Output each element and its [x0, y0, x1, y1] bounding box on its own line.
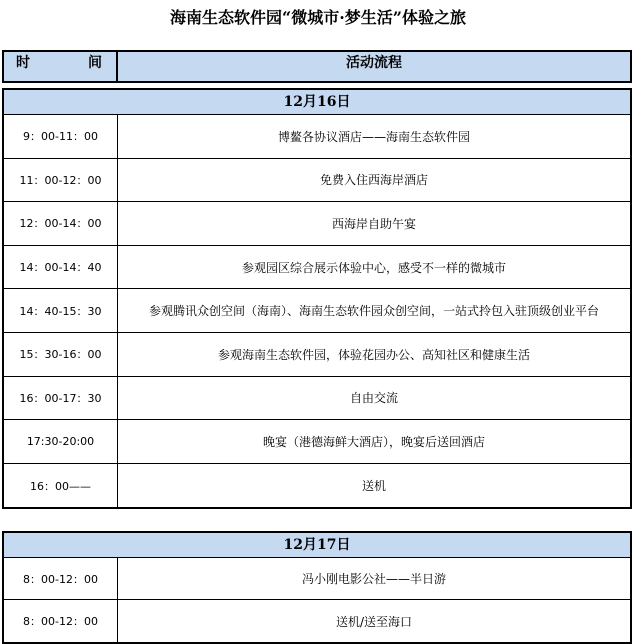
row-activity: 自由交流	[349, 391, 398, 406]
table-row	[4, 377, 630, 421]
row-activity: 西海岸自助午宴	[331, 216, 416, 231]
table-row	[4, 289, 630, 333]
schedule-header	[2, 50, 632, 83]
time-header-char-2: 间	[88, 55, 102, 71]
row-time: 15：30-16：00	[4, 333, 118, 376]
table-row	[4, 246, 630, 290]
table-row	[4, 333, 630, 377]
row-time: 11：00-12：00	[4, 159, 118, 202]
row-time: 9：00-11：00	[4, 115, 118, 158]
table-row	[4, 202, 630, 246]
row-activity: 参观海南生态软件园，体验花园办公、高知社区和健康生活	[217, 347, 530, 362]
row-activity: 送机	[361, 479, 386, 494]
row-time: 12：00-14：00	[4, 202, 118, 245]
activity-column-header: 活动流程	[346, 55, 402, 71]
row-activity: 参观园区综合展示体验中心，感受不一样的微城市	[241, 260, 506, 275]
table-row	[4, 464, 630, 508]
table-row	[4, 420, 630, 464]
row-activity: 参观腾讯众创空间（海南）、海南生态软件园众创空间，一站式拎包入驻顶级创业平台	[148, 304, 599, 319]
time-header-char-1: 时	[16, 55, 30, 71]
row-time: 17:30-20:00	[4, 420, 118, 463]
row-activity: 送机/送至海口	[335, 614, 413, 629]
row-activity: 免费入住西海岸酒店	[319, 173, 428, 188]
row-activity: 博鳌各协议酒店——海南生态软件园	[277, 129, 470, 144]
day-date-header: 12月17日	[4, 533, 630, 558]
row-time: 8：00-12：00	[4, 600, 118, 642]
row-activity: 晚宴（港德海鲜大酒店），晚宴后送回酒店	[262, 434, 485, 449]
row-activity: 冯小刚电影公社——半日游	[301, 572, 446, 586]
row-time: 16：00-17：30	[4, 377, 118, 420]
table-row	[4, 558, 630, 600]
page-title: 海南生态软件园“微城市·梦生活”体验之旅	[170, 8, 466, 27]
row-time: 14：00-14：40	[4, 246, 118, 289]
day-date-header: 12月16日	[4, 90, 630, 115]
time-column-header	[4, 52, 118, 81]
table-row	[4, 159, 630, 203]
day-table-dec-17	[2, 531, 632, 644]
table-row	[4, 600, 630, 642]
row-time: 8：00-12：00	[4, 558, 118, 599]
row-time: 16：00——	[4, 464, 118, 508]
table-row	[4, 115, 630, 159]
row-time: 14：40-15：30	[4, 289, 118, 332]
day-table-dec-16	[2, 88, 632, 509]
